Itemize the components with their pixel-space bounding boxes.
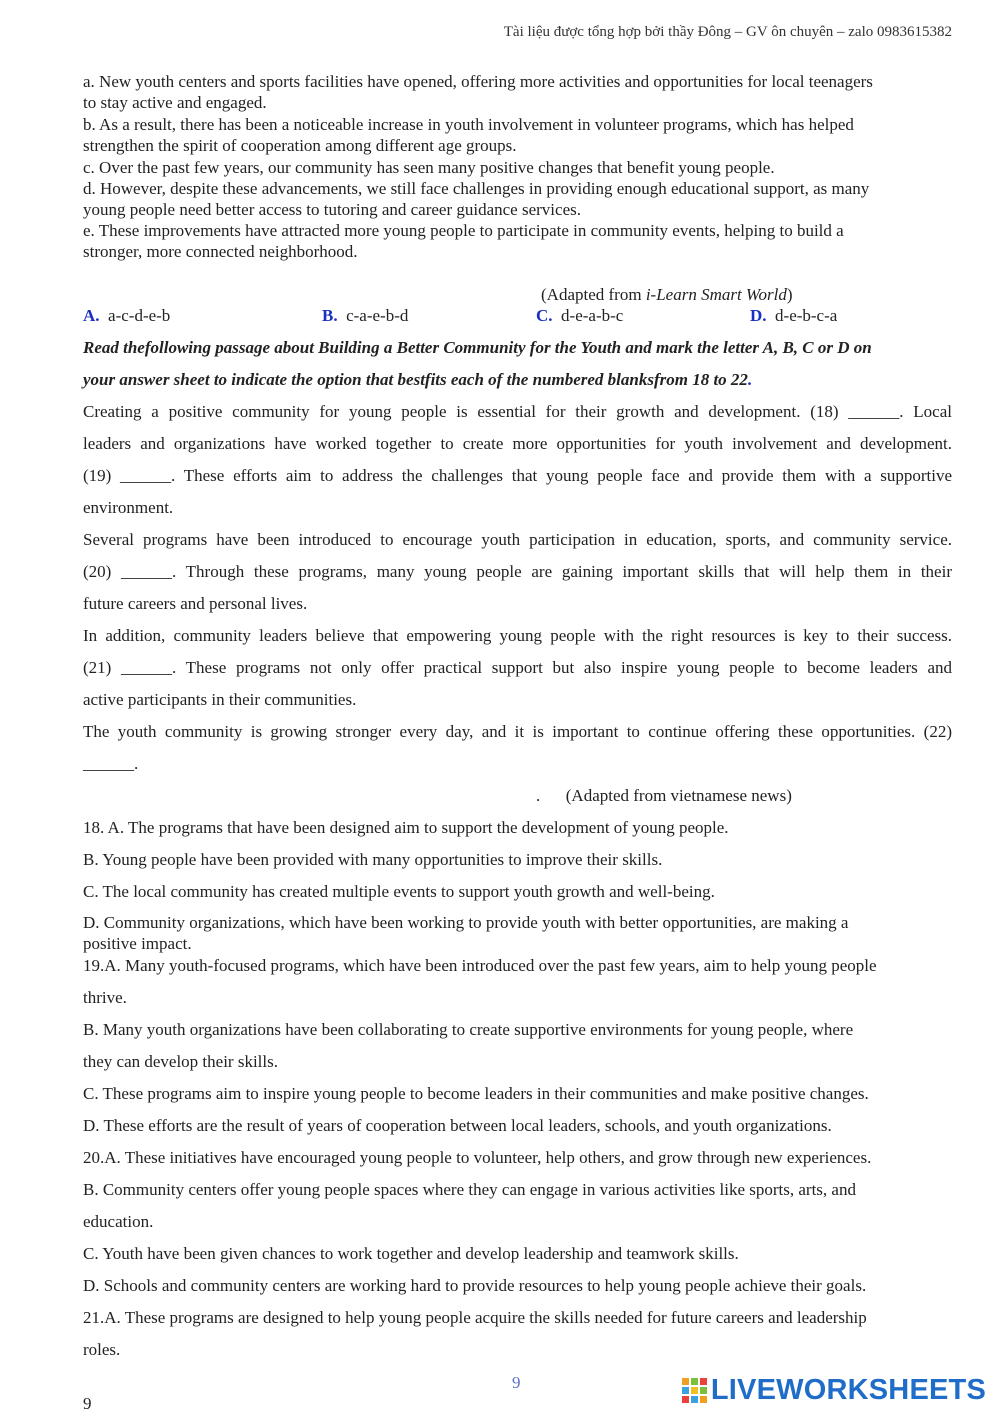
passage-line: (19) ______. These efforts aim to address the challenges that young people face and provide them with a supportive (83, 466, 952, 485)
option-a[interactable]: A. a-c-d-e-b (83, 306, 171, 325)
passage-line: In addition, community leaders believe that empowering young people with the right resources is key to their success. (83, 626, 952, 645)
passage-line: The youth community is growing stronger every day, and it is important to continue offering these opportunities. (22) (83, 722, 952, 741)
page-number: 9 (83, 1394, 92, 1413)
q18-option-d-line2[interactable]: positive impact. (83, 934, 192, 953)
passage-line: (21) ______. These programs not only offer practical support but also inspire young people to become leaders and (83, 658, 952, 677)
instruction-line2: your answer sheet to indicate the option that bestfits each of the numbered blanksfrom 18 to 22. (83, 370, 753, 389)
passage-line: Creating a positive community for young people is essential for their growth and development. (18) ______. Local (83, 402, 952, 421)
q20-option-c[interactable]: C. Youth have been given chances to work together and develop leadership and teamwork skills. (83, 1244, 739, 1263)
passage-line: future careers and personal lives. (83, 594, 308, 613)
q21-option-a-line1[interactable]: 21.A. These programs are designed to help young people acquire the skills needed for future careers and leadership (83, 1308, 867, 1327)
sentence-b-line2: strengthen the spirit of cooperation among different age groups. (83, 136, 517, 155)
sentence-b-line1: b. As a result, there has been a noticeable increase in youth involvement in volunteer programs, which has helped (83, 115, 854, 134)
sentence-d-line1: d. However, despite these advancements, we still face challenges in providing enough educational support, as many (83, 179, 870, 198)
liveworksheets-logo[interactable] (682, 1374, 986, 1406)
q19-option-c[interactable]: C. These programs aim to inspire young people to become leaders in their communities and make positive changes. (83, 1084, 869, 1103)
passage-line: active participants in their communities. (83, 690, 357, 709)
option-b[interactable]: B. c-a-e-b-d (322, 306, 409, 325)
q20-option-b-line1[interactable]: B. Community centers offer young people spaces where they can engage in various activities like sports, arts, and (83, 1180, 856, 1199)
sentence-e-line1: e. These improvements have attracted more young people to participate in community events, helping to build a (83, 221, 844, 240)
sentence-e-line2: stronger, more connected neighborhood. (83, 242, 358, 261)
liveworksheets-grid-icon (682, 1378, 707, 1403)
sentence-a-line1: a. New youth centers and sports facilities have opened, offering more activities and opportunities for local teenagers (83, 72, 873, 91)
liveworksheets-brand: LIVEWORKSHEETS (710, 1373, 986, 1406)
passage-line: Several programs have been introduced to encourage youth participation in education, sports, and community service. (83, 530, 952, 549)
q18-option-d-line1[interactable]: D. Community organizations, which have been working to provide youth with better opportunities, are making a (83, 913, 849, 932)
q20-option-a[interactable]: 20.A. These initiatives have encouraged young people to volunteer, help others, and grow through new experiences. (83, 1148, 872, 1167)
q18-option-a[interactable]: 18. A. The programs that have been designed aim to support the development of young people. (83, 818, 729, 837)
passage-line: leaders and organizations have worked together to create more opportunities for youth involvement and development. (83, 434, 952, 453)
q20-option-b-line2[interactable]: education. (83, 1212, 154, 1231)
passage-line: (20) ______. Through these programs, many young people are gaining important skills that will help them in their (83, 562, 952, 581)
page-header: Tài liệu được tổng hợp bởi thầy Đông – GV ôn chuyên – zalo 0983615382 (503, 24, 952, 40)
instruction-line1: Read thefollowing passage about Building a Better Community for the Youth and mark the letter A, B, C or D on (83, 338, 872, 357)
sentence-d-line2: young people need better access to tutoring and career guidance services. (83, 200, 581, 219)
q19-option-d[interactable]: D. These efforts are the result of years of cooperation between local leaders, schools, and youth organizations. (83, 1116, 832, 1135)
passage-source: . (Adapted from vietnamese news) (536, 786, 792, 805)
footer-page-number: 9 (512, 1373, 521, 1392)
arrange-source: (Adapted from i-Learn Smart World) (541, 285, 793, 304)
option-c[interactable]: C. d-e-a-b-c (536, 306, 624, 325)
option-d[interactable]: D. d-e-b-c-a (750, 306, 838, 325)
q21-option-a-line2[interactable]: roles. (83, 1340, 121, 1359)
q19-option-a-line1[interactable]: 19.A. Many youth-focused programs, which have been introduced over the past few years, aim to help young people (83, 956, 877, 975)
q19-option-b-line2[interactable]: they can develop their skills. (83, 1052, 278, 1071)
sentence-c: c. Over the past few years, our community has seen many positive changes that benefit young people. (83, 158, 775, 177)
q18-option-c[interactable]: C. The local community has created multiple events to support youth growth and well-being. (83, 882, 715, 901)
q20-option-d[interactable]: D. Schools and community centers are working hard to provide resources to help young people achieve their goals. (83, 1276, 867, 1295)
q18-option-b[interactable]: B. Young people have been provided with many opportunities to improve their skills. (83, 850, 663, 869)
q19-option-b-line1[interactable]: B. Many youth organizations have been collaborating to create supportive environments for young people, where (83, 1020, 854, 1039)
q19-option-a-line2[interactable]: thrive. (83, 988, 127, 1007)
sentence-a-line2: to stay active and engaged. (83, 93, 267, 112)
passage-line: ______. (83, 754, 139, 773)
passage-line: environment. (83, 498, 174, 517)
